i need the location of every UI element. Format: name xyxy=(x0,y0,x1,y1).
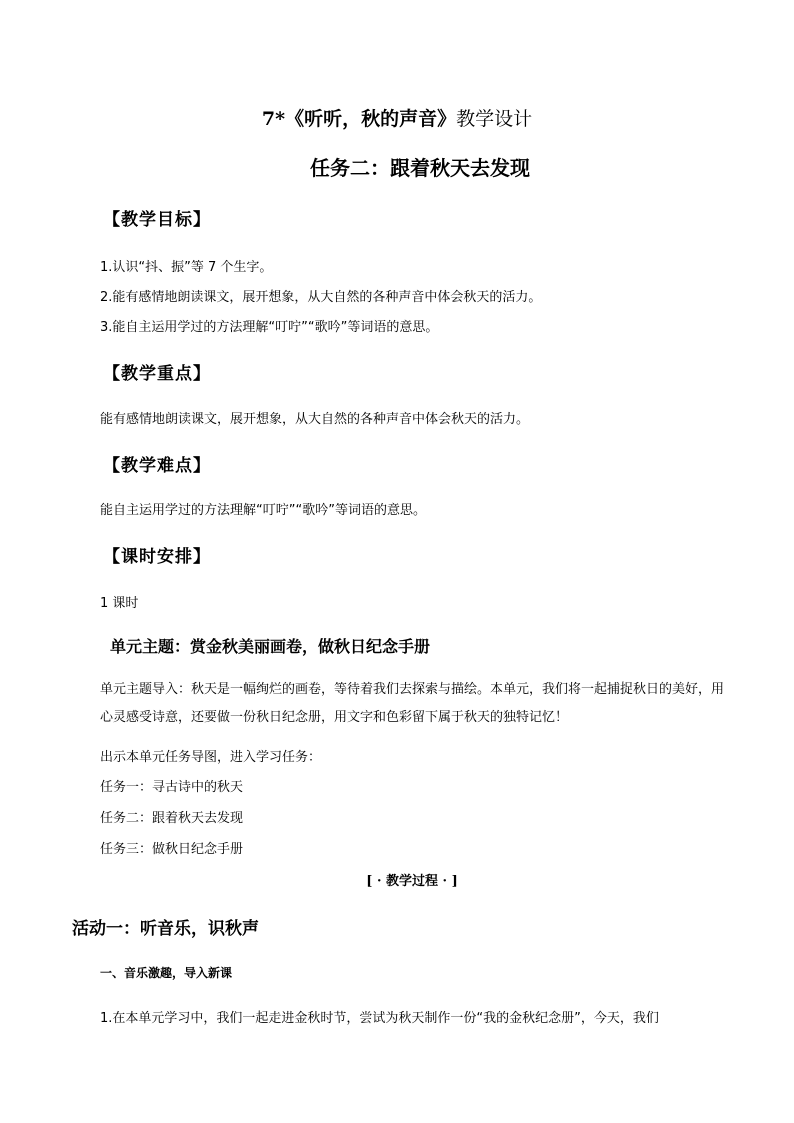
key-points-heading: 【教学重点】 xyxy=(103,364,211,384)
objective-item-2: 2.能有感情地朗读课文，展开想象，从大自然的各种声音中体会秋天的活力。 xyxy=(100,290,542,305)
task-map-intro: 出示本单元任务导图，进入学习任务： xyxy=(100,750,322,765)
task-list-item-2: 任务二：跟着秋天去发现 xyxy=(100,811,244,826)
process-paragraph-line: 1.在本单元学习中，我们一起走进金秋时节，尝试为秋天制作一份“我的金秋纪念册”，今天，我们 xyxy=(100,1011,659,1026)
document-title-lesson: 7*《听听，秋的声音》 xyxy=(261,108,457,130)
teaching-process-label: [ · 教学过程 · ] xyxy=(366,874,458,889)
difficulties-heading: 【教学难点】 xyxy=(103,456,211,476)
unit-theme: 单元主题：赏金秋美丽画卷，做秋日纪念手册 xyxy=(110,637,431,656)
objectives-heading: 【教学目标】 xyxy=(103,210,211,230)
task-title: 任务二：跟着秋天去发现 xyxy=(310,156,530,180)
objective-item-1: 1.认识“抖、振”等 7 个生字。 xyxy=(100,260,273,275)
objective-item-3: 3.能自主运用学过的方法理解“叮咛”“歌吟”等词语的意思。 xyxy=(100,320,439,335)
schedule-text: 1 课时 xyxy=(100,596,139,611)
task-list-item-3: 任务三：做秋日纪念手册 xyxy=(100,842,244,857)
task-list-item-1: 任务一：寻古诗中的秋天 xyxy=(100,780,244,795)
document-title xyxy=(0,104,794,131)
schedule-heading: 【课时安排】 xyxy=(103,547,211,567)
key-points-text: 能有感情地朗读课文，展开想象，从大自然的各种声音中体会秋天的活力。 xyxy=(100,412,530,427)
activity-one-heading: 活动一：听音乐，识秋声 xyxy=(72,919,259,939)
difficulties-text: 能自主运用学过的方法理解“叮咛”“歌吟”等词语的意思。 xyxy=(100,503,426,518)
unit-intro-paragraph: 单元主题导入：秋天是一幅绚烂的画卷，等待着我们去探索与描绘。本单元，我们将一起捕捉秋日的美好，用心灵感受诗意，还要做一份秋日纪念册，用文字和色彩留下属于秋天的独特记忆！ xyxy=(100,682,725,725)
intro-subheading: 一、音乐激趣，导入新课 xyxy=(100,966,233,980)
document-title-suffix: 教学设计 xyxy=(456,108,533,130)
